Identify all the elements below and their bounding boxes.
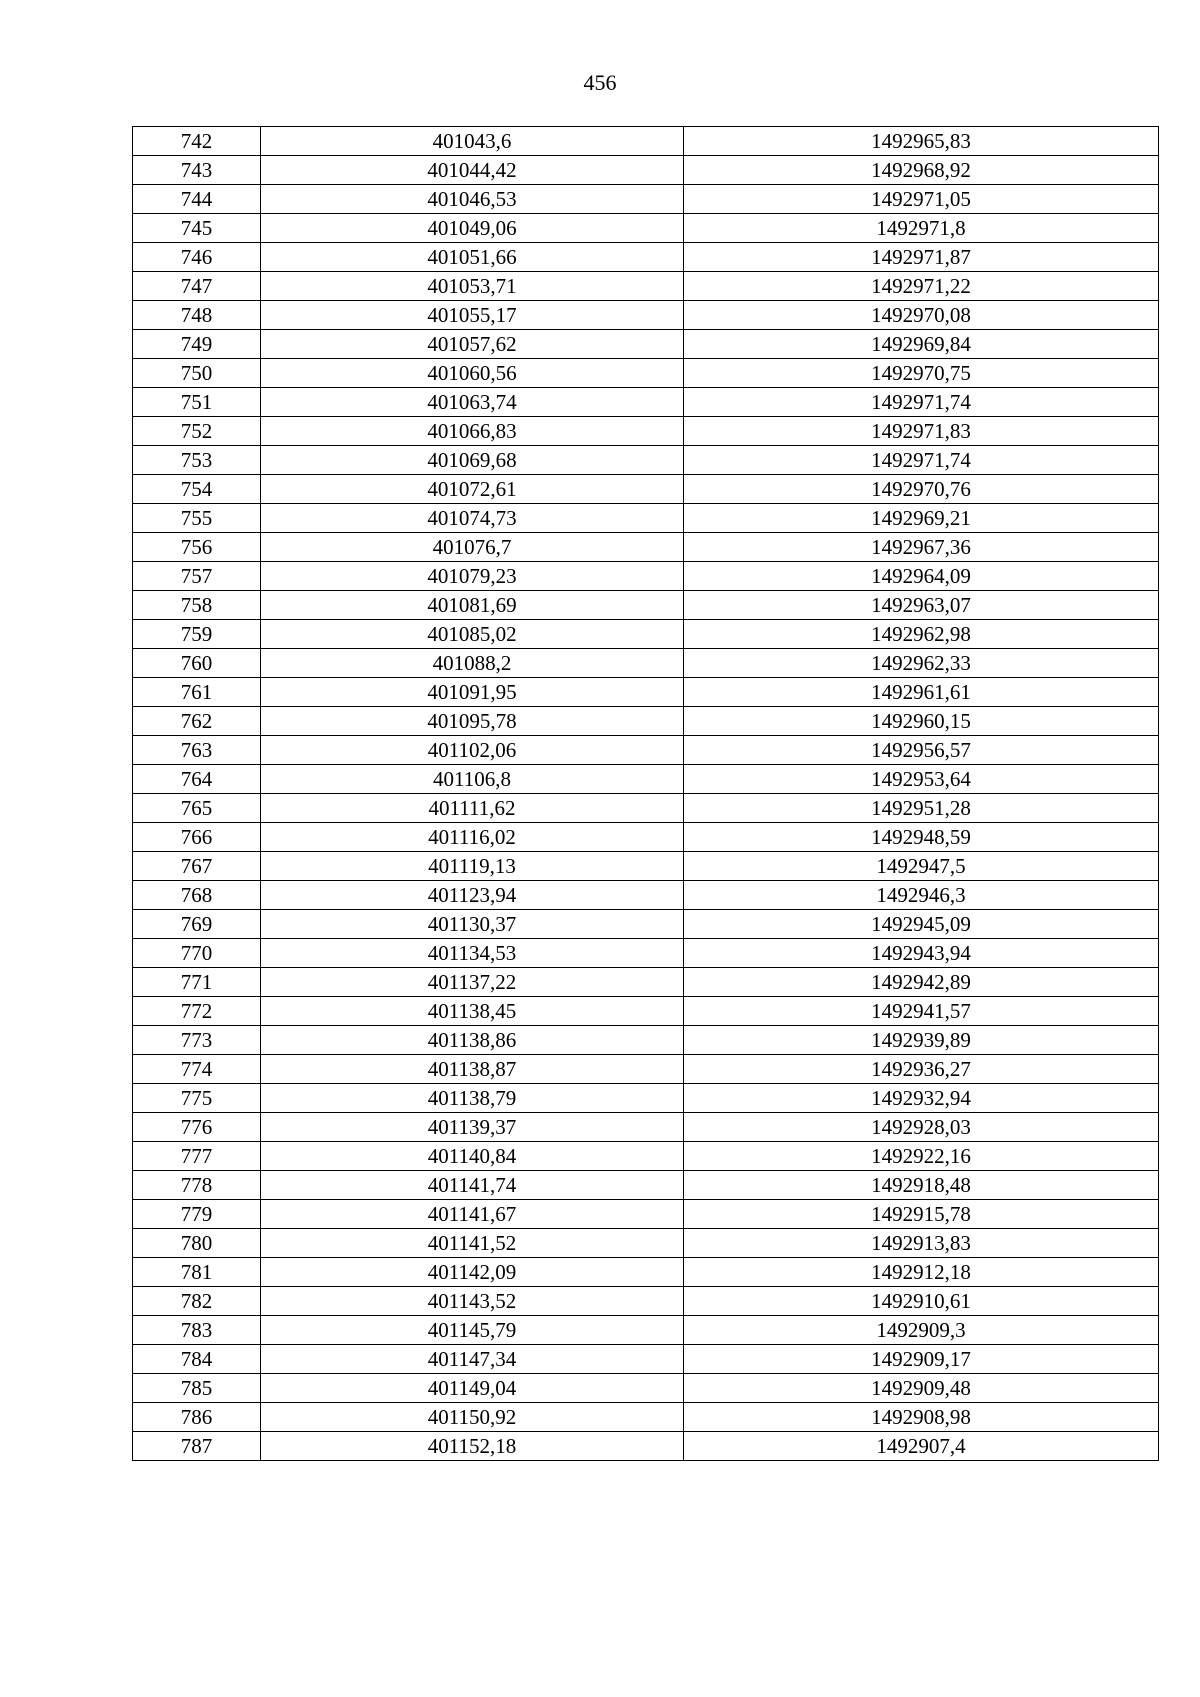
x-coordinate-cell: 401051,66 (261, 243, 684, 272)
table-row (133, 214, 1159, 243)
point-number-cell: 744 (133, 185, 261, 214)
point-number-cell: 772 (133, 997, 261, 1026)
point-number-cell: 755 (133, 504, 261, 533)
point-number-cell: 742 (133, 127, 261, 156)
point-number-cell: 771 (133, 968, 261, 997)
table-row (133, 504, 1159, 533)
table-row (133, 823, 1159, 852)
x-coordinate-cell: 401138,45 (261, 997, 684, 1026)
point-number-cell: 756 (133, 533, 261, 562)
y-coordinate-cell: 1492969,21 (684, 504, 1159, 533)
x-coordinate-cell: 401088,2 (261, 649, 684, 678)
point-number-cell: 774 (133, 1055, 261, 1084)
x-coordinate-cell: 401111,62 (261, 794, 684, 823)
y-coordinate-cell: 1492945,09 (684, 910, 1159, 939)
point-number-cell: 786 (133, 1403, 261, 1432)
y-coordinate-cell: 1492962,98 (684, 620, 1159, 649)
point-number-cell: 769 (133, 910, 261, 939)
table-row (133, 388, 1159, 417)
x-coordinate-cell: 401116,02 (261, 823, 684, 852)
point-number-cell: 776 (133, 1113, 261, 1142)
y-coordinate-cell: 1492922,16 (684, 1142, 1159, 1171)
x-coordinate-cell: 401076,7 (261, 533, 684, 562)
point-number-cell: 785 (133, 1374, 261, 1403)
y-coordinate-cell: 1492970,75 (684, 359, 1159, 388)
table-row (133, 1316, 1159, 1345)
table-row (133, 620, 1159, 649)
point-number-cell: 751 (133, 388, 261, 417)
table-row (133, 1432, 1159, 1461)
y-coordinate-cell: 1492942,89 (684, 968, 1159, 997)
y-coordinate-cell: 1492912,18 (684, 1258, 1159, 1287)
table-row (133, 678, 1159, 707)
point-number-cell: 764 (133, 765, 261, 794)
point-number-cell: 753 (133, 446, 261, 475)
point-number-cell: 783 (133, 1316, 261, 1345)
table-row (133, 446, 1159, 475)
y-coordinate-cell: 1492928,03 (684, 1113, 1159, 1142)
x-coordinate-cell: 401138,86 (261, 1026, 684, 1055)
y-coordinate-cell: 1492967,36 (684, 533, 1159, 562)
y-coordinate-cell: 1492956,57 (684, 736, 1159, 765)
y-coordinate-cell: 1492961,61 (684, 678, 1159, 707)
table-row (133, 1200, 1159, 1229)
y-coordinate-cell: 1492946,3 (684, 881, 1159, 910)
y-coordinate-cell: 1492909,17 (684, 1345, 1159, 1374)
table-row (133, 765, 1159, 794)
point-number-cell: 767 (133, 852, 261, 881)
point-number-cell: 766 (133, 823, 261, 852)
table-row (133, 330, 1159, 359)
point-number-cell: 770 (133, 939, 261, 968)
x-coordinate-cell: 401147,34 (261, 1345, 684, 1374)
table-row (133, 1113, 1159, 1142)
x-coordinate-cell: 401066,83 (261, 417, 684, 446)
y-coordinate-cell: 1492915,78 (684, 1200, 1159, 1229)
table-row (133, 968, 1159, 997)
y-coordinate-cell: 1492909,3 (684, 1316, 1159, 1345)
y-coordinate-cell: 1492960,15 (684, 707, 1159, 736)
x-coordinate-cell: 401063,74 (261, 388, 684, 417)
point-number-cell: 779 (133, 1200, 261, 1229)
y-coordinate-cell: 1492969,84 (684, 330, 1159, 359)
table-row (133, 533, 1159, 562)
table-row (133, 127, 1159, 156)
x-coordinate-cell: 401141,67 (261, 1200, 684, 1229)
table-row (133, 1287, 1159, 1316)
table-row (133, 185, 1159, 214)
x-coordinate-cell: 401138,87 (261, 1055, 684, 1084)
table-row (133, 794, 1159, 823)
table-row (133, 736, 1159, 765)
table-row (133, 156, 1159, 185)
y-coordinate-cell: 1492964,09 (684, 562, 1159, 591)
y-coordinate-cell: 1492971,74 (684, 446, 1159, 475)
y-coordinate-cell: 1492907,4 (684, 1432, 1159, 1461)
x-coordinate-cell: 401095,78 (261, 707, 684, 736)
point-number-cell: 778 (133, 1171, 261, 1200)
y-coordinate-cell: 1492971,8 (684, 214, 1159, 243)
x-coordinate-cell: 401044,42 (261, 156, 684, 185)
table-row (133, 243, 1159, 272)
y-coordinate-cell: 1492968,92 (684, 156, 1159, 185)
table-row (133, 562, 1159, 591)
table-row (133, 707, 1159, 736)
x-coordinate-cell: 401053,71 (261, 272, 684, 301)
point-number-cell: 780 (133, 1229, 261, 1258)
x-coordinate-cell: 401123,94 (261, 881, 684, 910)
y-coordinate-cell: 1492939,89 (684, 1026, 1159, 1055)
y-coordinate-cell: 1492970,08 (684, 301, 1159, 330)
table-row (133, 1229, 1159, 1258)
table-row (133, 417, 1159, 446)
x-coordinate-cell: 401138,79 (261, 1084, 684, 1113)
point-number-cell: 762 (133, 707, 261, 736)
y-coordinate-cell: 1492971,05 (684, 185, 1159, 214)
x-coordinate-cell: 401046,53 (261, 185, 684, 214)
y-coordinate-cell: 1492953,64 (684, 765, 1159, 794)
table-row (133, 1403, 1159, 1432)
y-coordinate-cell: 1492910,61 (684, 1287, 1159, 1316)
table-row (133, 852, 1159, 881)
table-row (133, 359, 1159, 388)
x-coordinate-cell: 401137,22 (261, 968, 684, 997)
table-row (133, 1258, 1159, 1287)
table-row (133, 272, 1159, 301)
table-row (133, 1171, 1159, 1200)
x-coordinate-cell: 401142,09 (261, 1258, 684, 1287)
y-coordinate-cell: 1492913,83 (684, 1229, 1159, 1258)
y-coordinate-cell: 1492971,22 (684, 272, 1159, 301)
table-row (133, 1345, 1159, 1374)
table-row (133, 475, 1159, 504)
point-number-cell: 748 (133, 301, 261, 330)
y-coordinate-cell: 1492943,94 (684, 939, 1159, 968)
x-coordinate-cell: 401049,06 (261, 214, 684, 243)
y-coordinate-cell: 1492963,07 (684, 591, 1159, 620)
x-coordinate-cell: 401085,02 (261, 620, 684, 649)
x-coordinate-cell: 401043,6 (261, 127, 684, 156)
table-row (133, 591, 1159, 620)
x-coordinate-cell: 401057,62 (261, 330, 684, 359)
point-number-cell: 750 (133, 359, 261, 388)
point-number-cell: 752 (133, 417, 261, 446)
y-coordinate-cell: 1492965,83 (684, 127, 1159, 156)
x-coordinate-cell: 401081,69 (261, 591, 684, 620)
point-number-cell: 758 (133, 591, 261, 620)
x-coordinate-cell: 401055,17 (261, 301, 684, 330)
y-coordinate-cell: 1492971,87 (684, 243, 1159, 272)
y-coordinate-cell: 1492918,48 (684, 1171, 1159, 1200)
x-coordinate-cell: 401079,23 (261, 562, 684, 591)
point-number-cell: 784 (133, 1345, 261, 1374)
table-body (133, 127, 1159, 1461)
point-number-cell: 787 (133, 1432, 261, 1461)
y-coordinate-cell: 1492962,33 (684, 649, 1159, 678)
y-coordinate-cell: 1492948,59 (684, 823, 1159, 852)
point-number-cell: 763 (133, 736, 261, 765)
x-coordinate-cell: 401139,37 (261, 1113, 684, 1142)
y-coordinate-cell: 1492908,98 (684, 1403, 1159, 1432)
y-coordinate-cell: 1492951,28 (684, 794, 1159, 823)
x-coordinate-cell: 401149,04 (261, 1374, 684, 1403)
point-number-cell: 773 (133, 1026, 261, 1055)
table-row (133, 301, 1159, 330)
y-coordinate-cell: 1492932,94 (684, 1084, 1159, 1113)
point-number-cell: 747 (133, 272, 261, 301)
table-row (133, 939, 1159, 968)
table-row (133, 910, 1159, 939)
table-row (133, 1026, 1159, 1055)
point-number-cell: 745 (133, 214, 261, 243)
y-coordinate-cell: 1492936,27 (684, 1055, 1159, 1084)
table-row (133, 1084, 1159, 1113)
table-row (133, 1374, 1159, 1403)
point-number-cell: 743 (133, 156, 261, 185)
x-coordinate-cell: 401119,13 (261, 852, 684, 881)
y-coordinate-cell: 1492970,76 (684, 475, 1159, 504)
x-coordinate-cell: 401150,92 (261, 1403, 684, 1432)
point-number-cell: 777 (133, 1142, 261, 1171)
x-coordinate-cell: 401143,52 (261, 1287, 684, 1316)
table-row (133, 997, 1159, 1026)
table-row (133, 881, 1159, 910)
coordinates-table (132, 126, 1159, 1461)
point-number-cell: 759 (133, 620, 261, 649)
x-coordinate-cell: 401069,68 (261, 446, 684, 475)
point-number-cell: 775 (133, 1084, 261, 1113)
point-number-cell: 782 (133, 1287, 261, 1316)
x-coordinate-cell: 401140,84 (261, 1142, 684, 1171)
y-coordinate-cell: 1492971,74 (684, 388, 1159, 417)
page-number: 456 (583, 70, 617, 95)
point-number-cell: 760 (133, 649, 261, 678)
point-number-cell: 781 (133, 1258, 261, 1287)
point-number-cell: 757 (133, 562, 261, 591)
point-number-cell: 765 (133, 794, 261, 823)
point-number-cell: 746 (133, 243, 261, 272)
x-coordinate-cell: 401106,8 (261, 765, 684, 794)
point-number-cell: 768 (133, 881, 261, 910)
x-coordinate-cell: 401074,73 (261, 504, 684, 533)
point-number-cell: 749 (133, 330, 261, 359)
y-coordinate-cell: 1492941,57 (684, 997, 1159, 1026)
x-coordinate-cell: 401072,61 (261, 475, 684, 504)
y-coordinate-cell: 1492947,5 (684, 852, 1159, 881)
y-coordinate-cell: 1492909,48 (684, 1374, 1159, 1403)
point-number-cell: 761 (133, 678, 261, 707)
x-coordinate-cell: 401091,95 (261, 678, 684, 707)
x-coordinate-cell: 401060,56 (261, 359, 684, 388)
y-coordinate-cell: 1492971,83 (684, 417, 1159, 446)
table-row (133, 649, 1159, 678)
table-row (133, 1055, 1159, 1084)
x-coordinate-cell: 401130,37 (261, 910, 684, 939)
x-coordinate-cell: 401141,74 (261, 1171, 684, 1200)
x-coordinate-cell: 401134,53 (261, 939, 684, 968)
table-row (133, 1142, 1159, 1171)
x-coordinate-cell: 401141,52 (261, 1229, 684, 1258)
point-number-cell: 754 (133, 475, 261, 504)
x-coordinate-cell: 401145,79 (261, 1316, 684, 1345)
x-coordinate-cell: 401102,06 (261, 736, 684, 765)
x-coordinate-cell: 401152,18 (261, 1432, 684, 1461)
